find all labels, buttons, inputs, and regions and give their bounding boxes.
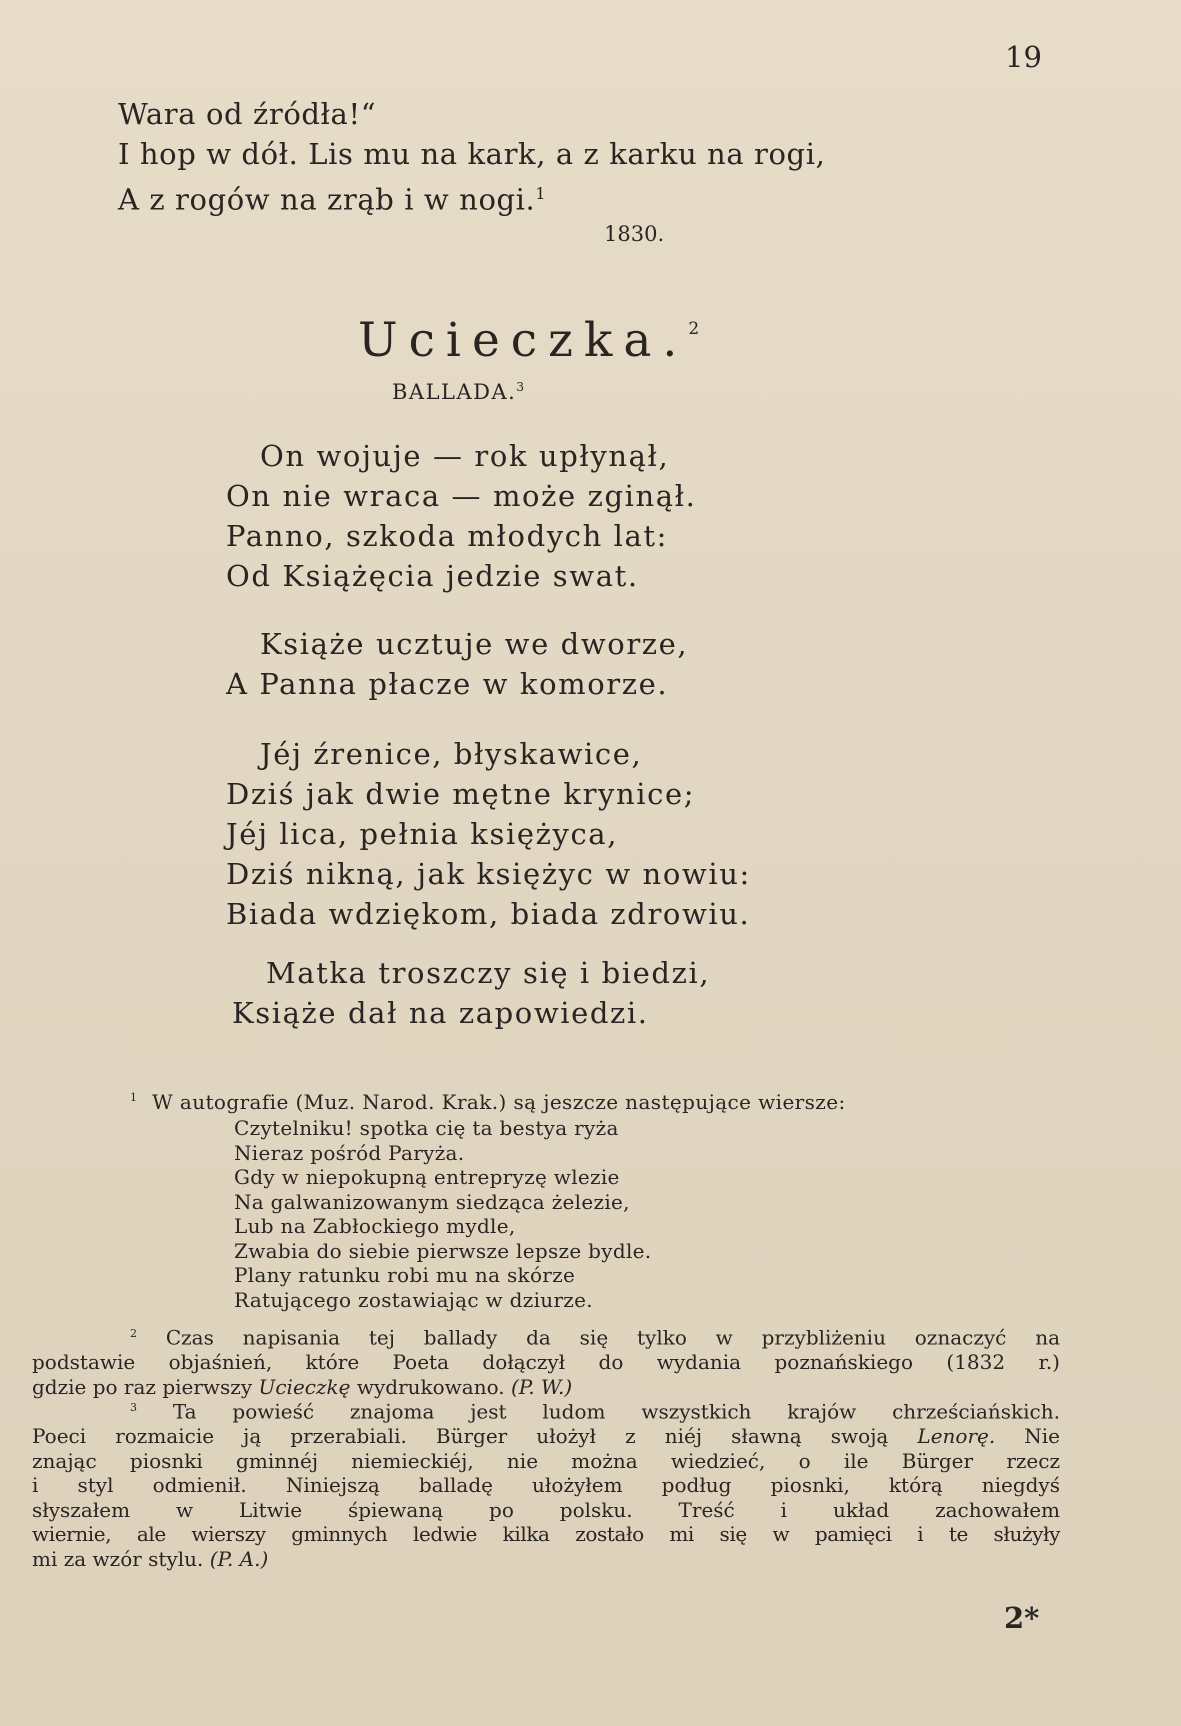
verse-line: Od Książęcia jedzie swat. (226, 559, 639, 593)
verse-line: On wojuje — rok upłynął, (260, 439, 670, 473)
verse-line: Dziś nikną, jak księżyc w nowiu: (226, 857, 751, 891)
footnote-line: $^3$ Ta powieść znajoma jest ludom wszystkich krajów chrześciańskich. (130, 1399, 1060, 1424)
verse-line: Jéj lica, pełnia księżyca, (226, 817, 619, 851)
stanza-3 (226, 734, 751, 934)
stanza-1 (226, 436, 696, 596)
verse-line: Książe dał na zapowiedzi. (232, 996, 649, 1030)
prev-poem-line: I hop w dół. Lis mu na kark, a z karku na rogi, (118, 137, 826, 171)
prev-poem-line: A z rogów na zrąb i w nogi.$^1$ (118, 182, 547, 217)
footnote-ref: 3 (516, 380, 526, 394)
footnote-ref: 1 (535, 184, 547, 203)
footnote-line: Poeci rozmaicie ją przerabiali. Bürger ułożył z niéj sławną swoją Lenorę. Nie (32, 1424, 1061, 1449)
footnote-2 (32, 1322, 1060, 1399)
verse-line: Matka troszczy się i biedzi, (266, 956, 711, 990)
verse-line: Biada wdziękom, biada zdrowiu. (226, 897, 751, 931)
footnote-line: gdzie po raz pierwszy Ucieczkę wydrukowano. (P. W.) (32, 1374, 573, 1399)
stanza-4 (232, 953, 710, 1033)
footnote-1-intro (130, 1085, 846, 1115)
verse-line: Książe ucztuje we dworze, (260, 627, 689, 661)
footnote-line: słyszałem w Litwie śpiewaną po polsku. Treść i układ zachowałem (32, 1497, 1060, 1522)
footnote-mark: 1 (130, 1091, 138, 1104)
footnote-line: podstawie objaśnień, które Poeta dołączył do wydania poznańskiego (1832 r.) (32, 1350, 1060, 1375)
quote-line: Ratującego zostawiając w dziurze. (234, 1287, 593, 1312)
verse-line: A Panna płacze w komorze. (226, 667, 669, 701)
footnote-3 (32, 1396, 1060, 1571)
verse-line: Jéj źrenice, błyskawice, (260, 737, 643, 771)
verse-line: On nie wraca — może zginął. (226, 479, 697, 513)
verse-line: Dziś jak dwie mętne krynice; (226, 777, 696, 811)
quote-line: Czytelniku! spotka cię ta bestya ryża (234, 1116, 619, 1140)
footnote-1-quote (234, 1116, 651, 1312)
page-number: 19 (1005, 40, 1042, 74)
poem-title: Ucieczka.$^2$ (358, 313, 700, 368)
footnote-line: mi za wzór stylu. (P. A.) (32, 1546, 269, 1571)
quote-line: Plany ratunku robi mu na skórze (234, 1263, 576, 1287)
quote-line: Na galwanizowanym siedząca żelezie, (234, 1189, 630, 1214)
prev-poem-line: Wara od źródła!“ (118, 97, 377, 131)
quote-line: Zwabia do siebie pierwsze lepsze bydle. (234, 1238, 652, 1263)
prev-poem-end (118, 94, 825, 220)
poem-date: 1830. (604, 222, 665, 246)
poem-subtitle: BALLADA.$^3$ (392, 380, 526, 404)
footnote-ref: 2 (688, 319, 700, 339)
footnote-line: znając piosnki gminnéj niemieckiéj, nie można wiedzieć, o ile Bürger rzecz (32, 1448, 1060, 1473)
quote-line: Nieraz pośród Paryża. (234, 1140, 465, 1165)
footnote-text: W autografie (Muz. Narod. Krak.) są jeszcze następujące wiersze: (152, 1089, 846, 1114)
footnote-line: $^2$ Czas napisania tej ballady da się tylko w przybliżeniu oznaczyć na (130, 1325, 1061, 1350)
footnote-line: i styl odmienił. Niniejszą balladę ułożyłem podług piosnki, którą niegdyś (32, 1473, 1060, 1498)
verse-line: Panno, szkoda młodych lat: (226, 519, 669, 553)
quote-line: Lub na Zabłockiego mydle, (234, 1214, 516, 1238)
quote-line: Gdy w niepokupną entrepryzę wlezie (234, 1165, 620, 1189)
stanza-2 (226, 624, 688, 704)
signature-mark: 2* (1004, 1601, 1040, 1635)
footnote-line: wiernie, ale wierszy gminnych ledwie kilka zostało mi się w pamięci i te służyły (32, 1522, 1060, 1547)
